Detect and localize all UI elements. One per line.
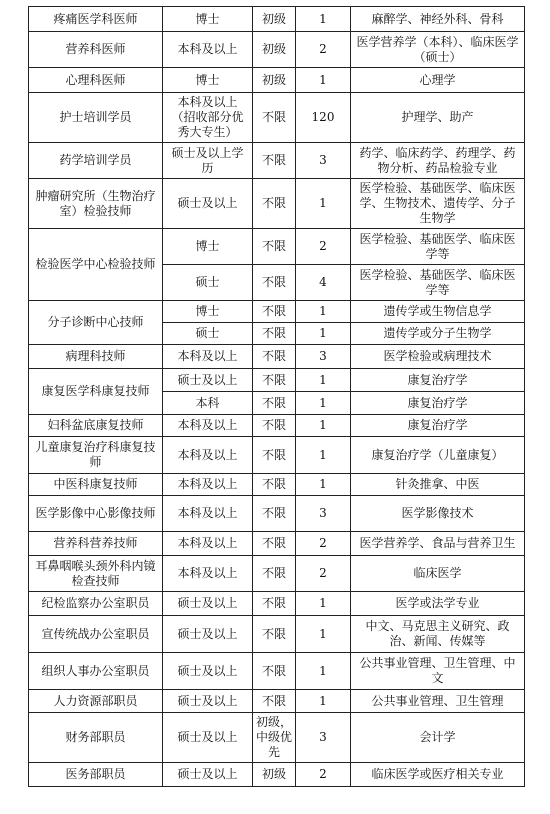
education-cell: 本科及以上 bbox=[163, 415, 253, 437]
table-row bbox=[29, 301, 525, 323]
education-cell: 本科 bbox=[163, 392, 253, 415]
count-cell: 1 bbox=[296, 474, 351, 496]
major-cell: 康复治疗学（儿童康复） bbox=[351, 437, 525, 474]
position-cell: 宣传统战办公室职员 bbox=[29, 616, 163, 653]
table-row bbox=[29, 556, 525, 592]
position-cell: 财务部职员 bbox=[29, 713, 163, 763]
title-cell: 不限 bbox=[253, 437, 296, 474]
count-cell: 1 bbox=[296, 415, 351, 437]
position-cell: 医务部职员 bbox=[29, 763, 163, 787]
education-cell: 硕士及以上 bbox=[163, 592, 253, 616]
position-cell: 病理科技师 bbox=[29, 345, 163, 369]
position-cell: 中医科康复技师 bbox=[29, 474, 163, 496]
education-cell: 本科及以上 bbox=[163, 32, 253, 68]
title-cell: 不限 bbox=[253, 496, 296, 532]
title-cell: 不限 bbox=[253, 616, 296, 653]
count-cell: 1 bbox=[296, 7, 351, 32]
major-cell: 会计学 bbox=[351, 713, 525, 763]
major-cell: 康复治疗学 bbox=[351, 415, 525, 437]
title-cell: 不限 bbox=[253, 229, 296, 265]
table-row bbox=[29, 496, 525, 532]
title-cell: 初级，中级优先 bbox=[253, 713, 296, 763]
title-cell: 不限 bbox=[253, 301, 296, 323]
education-cell: 本科及以上 bbox=[163, 437, 253, 474]
title-cell: 不限 bbox=[253, 592, 296, 616]
education-cell: 硕士及以上 bbox=[163, 616, 253, 653]
count-cell: 3 bbox=[296, 496, 351, 532]
major-cell: 针灸推拿、中医 bbox=[351, 474, 525, 496]
major-cell: 临床医学 bbox=[351, 556, 525, 592]
count-cell: 3 bbox=[296, 345, 351, 369]
major-cell: 医学检验、基础医学、临床医学、生物技术、遗传学、分子生物学 bbox=[351, 179, 525, 229]
education-cell: 硕士及以上 bbox=[163, 690, 253, 713]
title-cell: 不限 bbox=[253, 143, 296, 179]
major-cell: 医学营养学、食品与营养卫生 bbox=[351, 532, 525, 556]
education-cell: 本科及以上（招收部分优秀大专生） bbox=[163, 93, 253, 143]
position-cell: 康复医学科康复技师 bbox=[29, 369, 163, 415]
count-cell: 2 bbox=[296, 229, 351, 265]
table-row bbox=[29, 93, 525, 143]
major-cell: 心理学 bbox=[351, 68, 525, 93]
title-cell: 不限 bbox=[253, 179, 296, 229]
title-cell: 初级 bbox=[253, 7, 296, 32]
major-cell: 医学检验、基础医学、临床医学等 bbox=[351, 265, 525, 301]
title-cell: 不限 bbox=[253, 532, 296, 556]
table-row bbox=[29, 369, 525, 392]
table-row bbox=[29, 143, 525, 179]
table-row bbox=[29, 690, 525, 713]
count-cell: 1 bbox=[296, 179, 351, 229]
major-cell: 中文、马克思主义研究、政治、新闻、传媒等 bbox=[351, 616, 525, 653]
major-cell: 医学或法学专业 bbox=[351, 592, 525, 616]
position-cell: 分子诊断中心技师 bbox=[29, 301, 163, 345]
position-cell: 心理科医师 bbox=[29, 68, 163, 93]
education-cell: 博士 bbox=[163, 7, 253, 32]
table-row bbox=[29, 415, 525, 437]
title-cell: 不限 bbox=[253, 345, 296, 369]
title-cell: 初级 bbox=[253, 68, 296, 93]
major-cell: 康复治疗学 bbox=[351, 392, 525, 415]
title-cell: 不限 bbox=[253, 93, 296, 143]
education-cell: 硕士及以上 bbox=[163, 713, 253, 763]
title-cell: 初级 bbox=[253, 32, 296, 68]
education-cell: 硕士 bbox=[163, 323, 253, 345]
major-cell: 遗传学或分子生物学 bbox=[351, 323, 525, 345]
education-cell: 硕士及以上 bbox=[163, 763, 253, 787]
major-cell: 医学检验或病理技术 bbox=[351, 345, 525, 369]
education-cell: 博士 bbox=[163, 229, 253, 265]
count-cell: 1 bbox=[296, 369, 351, 392]
position-cell: 检验医学中心检验技师 bbox=[29, 229, 163, 301]
table-row bbox=[29, 713, 525, 763]
education-cell: 硕士 bbox=[163, 265, 253, 301]
title-cell: 初级 bbox=[253, 763, 296, 787]
count-cell: 2 bbox=[296, 532, 351, 556]
count-cell: 2 bbox=[296, 763, 351, 787]
recruitment-table bbox=[28, 6, 525, 787]
table-row bbox=[29, 763, 525, 787]
count-cell: 2 bbox=[296, 556, 351, 592]
education-cell: 硕士及以上 bbox=[163, 653, 253, 690]
table-row bbox=[29, 68, 525, 93]
table-row bbox=[29, 616, 525, 653]
table-row bbox=[29, 345, 525, 369]
count-cell: 1 bbox=[296, 301, 351, 323]
title-cell: 不限 bbox=[253, 690, 296, 713]
position-cell: 人力资源部职员 bbox=[29, 690, 163, 713]
title-cell: 不限 bbox=[253, 265, 296, 301]
table-row bbox=[29, 437, 525, 474]
position-cell: 疼痛医学科医师 bbox=[29, 7, 163, 32]
table-row bbox=[29, 532, 525, 556]
title-cell: 不限 bbox=[253, 323, 296, 345]
table-row bbox=[29, 592, 525, 616]
table-row bbox=[29, 229, 525, 265]
major-cell: 公共事业管理、卫生管理 bbox=[351, 690, 525, 713]
major-cell: 药学、临床药学、药理学、药物分析、药品检验专业 bbox=[351, 143, 525, 179]
count-cell: 1 bbox=[296, 592, 351, 616]
major-cell: 遗传学或生物信息学 bbox=[351, 301, 525, 323]
count-cell: 3 bbox=[296, 713, 351, 763]
count-cell: 3 bbox=[296, 143, 351, 179]
table-row bbox=[29, 653, 525, 690]
major-cell: 康复治疗学 bbox=[351, 369, 525, 392]
count-cell: 1 bbox=[296, 653, 351, 690]
education-cell: 硕士及以上 bbox=[163, 179, 253, 229]
education-cell: 本科及以上 bbox=[163, 496, 253, 532]
position-cell: 耳鼻咽喉头颈外科内镜检查技师 bbox=[29, 556, 163, 592]
count-cell: 1 bbox=[296, 323, 351, 345]
table-row bbox=[29, 179, 525, 229]
title-cell: 不限 bbox=[253, 369, 296, 392]
count-cell: 120 bbox=[296, 93, 351, 143]
education-cell: 本科及以上 bbox=[163, 474, 253, 496]
title-cell: 不限 bbox=[253, 653, 296, 690]
major-cell: 医学营养学（本科）、临床医学（硕士） bbox=[351, 32, 525, 68]
position-cell: 营养科营养技师 bbox=[29, 532, 163, 556]
education-cell: 硕士及以上 bbox=[163, 369, 253, 392]
count-cell: 2 bbox=[296, 32, 351, 68]
table-row bbox=[29, 32, 525, 68]
table-row bbox=[29, 474, 525, 496]
position-cell: 肿瘤研究所（生物治疗室）检验技师 bbox=[29, 179, 163, 229]
position-cell: 护士培训学员 bbox=[29, 93, 163, 143]
count-cell: 1 bbox=[296, 68, 351, 93]
major-cell: 医学检验、基础医学、临床医学等 bbox=[351, 229, 525, 265]
title-cell: 不限 bbox=[253, 556, 296, 592]
table-row bbox=[29, 7, 525, 32]
position-cell: 医学影像中心影像技师 bbox=[29, 496, 163, 532]
count-cell: 1 bbox=[296, 437, 351, 474]
education-cell: 博士 bbox=[163, 301, 253, 323]
count-cell: 1 bbox=[296, 392, 351, 415]
count-cell: 1 bbox=[296, 690, 351, 713]
title-cell: 不限 bbox=[253, 415, 296, 437]
education-cell: 本科及以上 bbox=[163, 532, 253, 556]
position-cell: 营养科医师 bbox=[29, 32, 163, 68]
education-cell: 本科及以上 bbox=[163, 345, 253, 369]
count-cell: 4 bbox=[296, 265, 351, 301]
major-cell: 临床医学或医疗相关专业 bbox=[351, 763, 525, 787]
position-cell: 妇科盆底康复技师 bbox=[29, 415, 163, 437]
count-cell: 1 bbox=[296, 616, 351, 653]
education-cell: 本科及以上 bbox=[163, 556, 253, 592]
major-cell: 麻醉学、神经外科、骨科 bbox=[351, 7, 525, 32]
title-cell: 不限 bbox=[253, 474, 296, 496]
position-cell: 组织人事办公室职员 bbox=[29, 653, 163, 690]
title-cell: 不限 bbox=[253, 392, 296, 415]
position-cell: 纪检监察办公室职员 bbox=[29, 592, 163, 616]
major-cell: 公共事业管理、卫生管理、中文 bbox=[351, 653, 525, 690]
position-cell: 药学培训学员 bbox=[29, 143, 163, 179]
major-cell: 护理学、助产 bbox=[351, 93, 525, 143]
education-cell: 硕士及以上学历 bbox=[163, 143, 253, 179]
major-cell: 医学影像技术 bbox=[351, 496, 525, 532]
education-cell: 博士 bbox=[163, 68, 253, 93]
position-cell: 儿童康复治疗科康复技师 bbox=[29, 437, 163, 474]
